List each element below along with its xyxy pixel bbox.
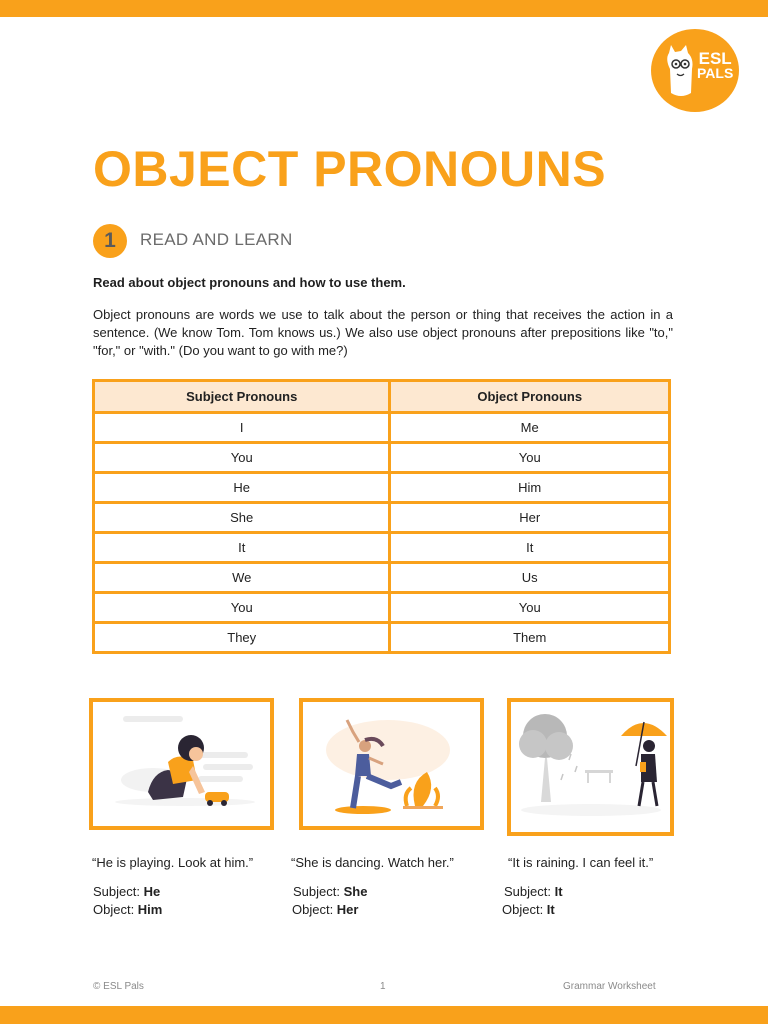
- column-header: Object Pronouns: [390, 381, 670, 413]
- llama-icon: [661, 43, 701, 101]
- logo-text-esl: ESL: [698, 49, 732, 68]
- table-cell: You: [94, 443, 390, 473]
- instruction-text: Read about object pronouns and how to use them.: [93, 275, 406, 290]
- object-label: Object:: [502, 902, 547, 917]
- table-cell: It: [390, 533, 670, 563]
- section-title: READ AND LEARN: [140, 230, 293, 249]
- object-label: Object:: [292, 902, 337, 917]
- subject-label: Subject:: [93, 884, 144, 899]
- object-label: Object:: [93, 902, 138, 917]
- illustration-boy-playing: [89, 698, 274, 830]
- illustration-rain-umbrella: [507, 698, 674, 836]
- subject-value: She: [343, 884, 368, 899]
- example-quote: “It is raining. I can feel it.”: [508, 855, 654, 870]
- table-cell: They: [94, 623, 390, 653]
- table-cell: You: [390, 593, 670, 623]
- table-cell: It: [94, 533, 390, 563]
- table-row: [94, 503, 670, 533]
- object-value: Him: [137, 902, 163, 917]
- subject-label: Subject:: [293, 884, 344, 899]
- intro-paragraph: Object pronouns are words we use to talk about the person or thing that receives the action in a sentence. (We know Tom. Tom knows us.) We also use object pronouns after prepositions like "to," "for," or "with." (Do you want to go with me?): [93, 307, 673, 358]
- footer-copyright: © ESL Pals: [93, 981, 144, 992]
- example-object: [292, 902, 358, 917]
- example-subject: [293, 884, 367, 899]
- example-subject: [93, 884, 160, 899]
- footer-doc-type: Grammar Worksheet: [563, 981, 656, 992]
- illustration-woman-dancing: [299, 698, 484, 830]
- table-row: [94, 413, 670, 443]
- object-value: It: [546, 902, 555, 917]
- subject-label: Subject:: [504, 884, 555, 899]
- top-accent-bar: [0, 0, 768, 17]
- bottom-accent-bar: [0, 1006, 768, 1024]
- example-quote: “He is playing. Look at him.”: [92, 855, 254, 870]
- table-cell: She: [94, 503, 390, 533]
- table-cell: You: [94, 593, 390, 623]
- table-row: [94, 563, 670, 593]
- table-cell: We: [94, 563, 390, 593]
- table-cell: Me: [390, 413, 670, 443]
- page-title: OBJECT PRONOUNS: [93, 141, 607, 197]
- table-cell: He: [94, 473, 390, 503]
- table-cell: Him: [390, 473, 670, 503]
- example-object: [502, 902, 555, 917]
- table-row: [94, 593, 670, 623]
- table-cell: Her: [390, 503, 670, 533]
- table-row: [94, 533, 670, 563]
- section-number-badge: 1: [93, 224, 127, 258]
- subject-value: It: [554, 884, 563, 899]
- object-value: Her: [336, 902, 359, 917]
- footer-page-number: 1: [380, 981, 386, 992]
- table-cell: I: [94, 413, 390, 443]
- esl-pals-logo: [651, 29, 739, 112]
- table-row: [94, 473, 670, 503]
- table-cell: Us: [390, 563, 670, 593]
- subject-value: He: [143, 884, 161, 899]
- example-subject: [504, 884, 563, 899]
- table-header-row: [94, 381, 670, 413]
- table-cell: Them: [390, 623, 670, 653]
- table-row: [94, 623, 670, 653]
- pronoun-table: [92, 379, 671, 654]
- logo-text-pals: PALS: [697, 65, 734, 81]
- example-quote: “She is dancing. Watch her.”: [291, 855, 454, 870]
- example-object: [93, 902, 162, 917]
- column-header: Subject Pronouns: [94, 381, 390, 413]
- table-row: [94, 443, 670, 473]
- table-cell: You: [390, 443, 670, 473]
